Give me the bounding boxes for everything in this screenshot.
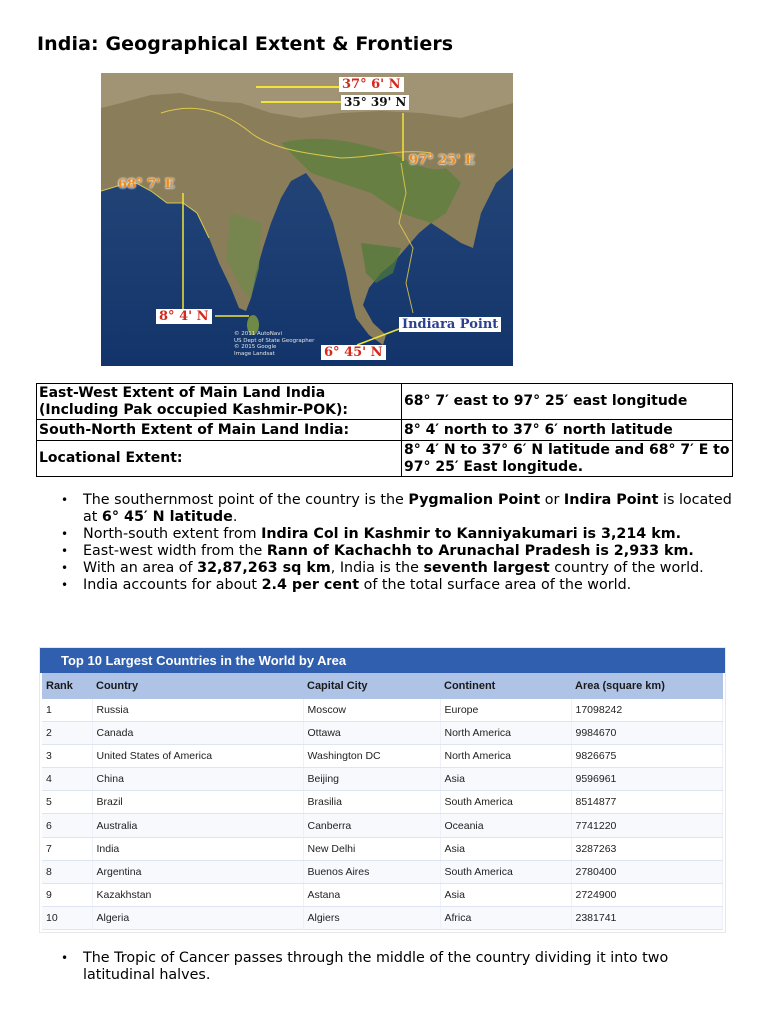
text: . xyxy=(232,509,238,525)
bold-text: 2.4 per cent xyxy=(261,577,360,593)
extent-table xyxy=(36,383,733,477)
facts-list-bottom xyxy=(61,950,741,984)
table-row xyxy=(42,745,723,768)
label-68-7-e: 68° 7' E xyxy=(118,177,175,192)
col-header-continent: Continent xyxy=(440,673,571,699)
cell-continent: Oceania xyxy=(440,814,571,837)
cell-rank: 1 xyxy=(42,699,92,722)
table-row xyxy=(42,722,723,745)
cell-country: China xyxy=(92,768,303,791)
text: India accounts for about xyxy=(83,577,262,593)
text: of the total surface area of the world. xyxy=(359,577,632,593)
text: The Tropic of Cancer passes through the middle of the country dividing it into two latitudinal halves. xyxy=(83,950,669,983)
cell-area: 2381741 xyxy=(571,906,723,929)
cell-continent: South America xyxy=(440,860,571,883)
text: East-west width from the xyxy=(83,543,267,559)
cell-capital: Ottawa xyxy=(303,722,440,745)
extent-label: South-North Extent of Main Land India: xyxy=(37,420,402,441)
page-title: India: Geographical Extent & Frontiers xyxy=(37,33,454,55)
cell-rank: 8 xyxy=(42,860,92,883)
text: With an area of xyxy=(83,560,198,576)
col-header-country: Country xyxy=(92,673,303,699)
table-row xyxy=(42,883,723,906)
bold-text: 6° 45′ N latitude xyxy=(101,509,233,525)
cell-capital: Astana xyxy=(303,883,440,906)
table-row xyxy=(42,768,723,791)
cell-rank: 9 xyxy=(42,883,92,906)
label-8-4-n: 8° 4' N xyxy=(156,309,212,324)
cell-rank: 3 xyxy=(42,745,92,768)
text: or xyxy=(540,492,564,508)
cell-area: 2780400 xyxy=(571,860,723,883)
extent-row xyxy=(37,384,733,420)
cell-continent: North America xyxy=(440,722,571,745)
col-header-capital: Capital City xyxy=(303,673,440,699)
cell-area: 9984670 xyxy=(571,722,723,745)
cell-continent: Asia xyxy=(440,883,571,906)
extent-value: 8° 4′ N to 37° 6′ N latitude and 68° 7′ E to 97° 25′ East longitude. xyxy=(402,441,733,477)
col-header-rank: Rank xyxy=(42,673,92,699)
cell-capital: Beijing xyxy=(303,768,440,791)
table-body xyxy=(42,699,723,929)
col-header-area: Area (square km) xyxy=(571,673,723,699)
bold-text: Indira Col in Kashmir to Kanniyakumari is 3,214 km. xyxy=(261,526,682,542)
cell-capital: Algiers xyxy=(303,906,440,929)
cell-area: 3287263 xyxy=(571,837,723,860)
cell-rank: 10 xyxy=(42,906,92,929)
table-row xyxy=(42,860,723,883)
india-map-image xyxy=(101,73,513,366)
list-item xyxy=(61,543,741,560)
cell-continent: North America xyxy=(440,745,571,768)
list-item xyxy=(61,560,741,577)
cell-rank: 4 xyxy=(42,768,92,791)
cell-capital: Moscow xyxy=(303,699,440,722)
cell-capital: Buenos Aires xyxy=(303,860,440,883)
largest-countries-table-image xyxy=(40,648,725,932)
cell-rank: 5 xyxy=(42,791,92,814)
cell-continent: Africa xyxy=(440,906,571,929)
list-item xyxy=(61,577,741,594)
cell-country: United States of America xyxy=(92,745,303,768)
cell-rank: 2 xyxy=(42,722,92,745)
cell-capital: Canberra xyxy=(303,814,440,837)
facts-list xyxy=(61,492,741,594)
cell-capital: New Delhi xyxy=(303,837,440,860)
cell-continent: Asia xyxy=(440,768,571,791)
table-row xyxy=(42,699,723,722)
text: The southernmost point of the country is the xyxy=(83,492,409,508)
cell-capital: Brasilia xyxy=(303,791,440,814)
table-heading: Top 10 Largest Countries in the World by Area xyxy=(40,648,725,673)
label-6-45-n: 6° 45' N xyxy=(321,345,386,360)
cell-country: Australia xyxy=(92,814,303,837)
cell-continent: South America xyxy=(440,791,571,814)
bold-text: Indira Point xyxy=(563,492,659,508)
extent-row xyxy=(37,420,733,441)
label-97-25-e: 97° 25' E xyxy=(409,153,475,168)
cell-area: 8514877 xyxy=(571,791,723,814)
text: , India is the xyxy=(330,560,424,576)
table-row xyxy=(42,814,723,837)
cell-continent: Europe xyxy=(440,699,571,722)
table-row xyxy=(42,837,723,860)
bold-text: seventh largest xyxy=(423,560,550,576)
list-item xyxy=(61,492,741,526)
cell-area: 17098242 xyxy=(571,699,723,722)
cell-capital: Washington DC xyxy=(303,745,440,768)
text: country of the world. xyxy=(549,560,704,576)
cell-country: Russia xyxy=(92,699,303,722)
table-header-row xyxy=(42,673,723,699)
extent-label: Locational Extent: xyxy=(37,441,402,477)
cell-rank: 7 xyxy=(42,837,92,860)
cell-country: Argentina xyxy=(92,860,303,883)
extent-value: 68° 7′ east to 97° 25′ east longitude xyxy=(402,384,733,420)
cell-country: Canada xyxy=(92,722,303,745)
cell-rank: 6 xyxy=(42,814,92,837)
cell-country: Kazakhstan xyxy=(92,883,303,906)
bold-text: Rann of Kachachh to Arunachal Pradesh is 2,933 km. xyxy=(266,543,694,559)
cell-continent: Asia xyxy=(440,837,571,860)
cell-area: 7741220 xyxy=(571,814,723,837)
text: North-south extent from xyxy=(83,526,262,542)
cell-area: 9826675 xyxy=(571,745,723,768)
bold-text: 32,87,263 sq km xyxy=(197,560,331,576)
cell-area: 9596961 xyxy=(571,768,723,791)
cell-country: Algeria xyxy=(92,906,303,929)
cell-area: 2724900 xyxy=(571,883,723,906)
map-credit: © 2011 AutoNavi US Dept of State Geographer © 2015 Google Image Landsat xyxy=(234,331,315,357)
label-37-6-n: 37° 6' N xyxy=(339,77,404,92)
table-row xyxy=(42,791,723,814)
bold-text: Pygmalion Point xyxy=(408,492,541,508)
countries-table xyxy=(42,673,723,930)
list-item xyxy=(61,950,741,984)
list-item xyxy=(61,526,741,543)
extent-value: 8° 4′ north to 37° 6′ north latitude xyxy=(402,420,733,441)
cell-country: India xyxy=(92,837,303,860)
label-indira-point: Indiara Point xyxy=(399,317,501,332)
text: is located at xyxy=(83,492,732,525)
table-row xyxy=(42,906,723,929)
extent-row xyxy=(37,441,733,477)
cell-country: Brazil xyxy=(92,791,303,814)
extent-label: East-West Extent of Main Land India (Including Pak occupied Kashmir-POK): xyxy=(37,384,402,420)
label-35-39-n: 35° 39' N xyxy=(341,95,409,110)
